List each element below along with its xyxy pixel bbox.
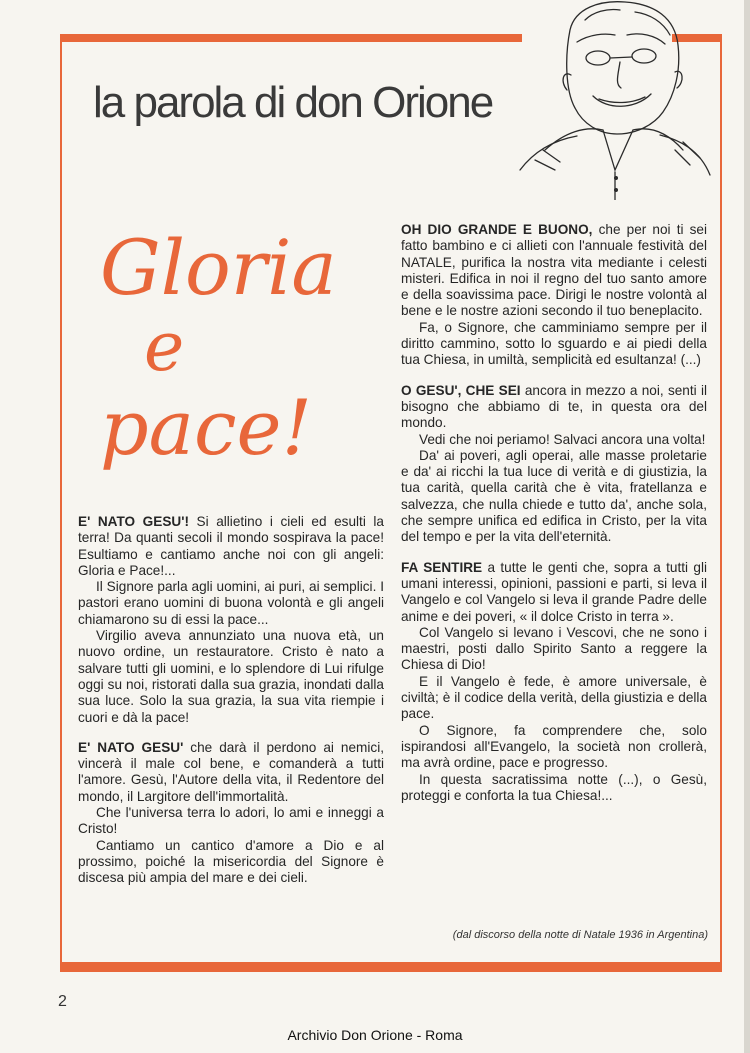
paragraph: E' NATO GESU' che darà il perdono ai nemici, vincerà il male col bene, e comanderà a tutti l'amore. Gesù, l'Autore della vita, il Redentore del mondo, il Largitore dell'immortalità.	[78, 739, 384, 804]
archive-caption: Archivio Don Orione - Roma	[287, 1027, 463, 1043]
frame-left-line	[60, 42, 62, 964]
title-line-3: pace!	[100, 383, 313, 472]
paragraph: FA SENTIRE a tutte le genti che, sopra a tutti gli umani interessi, opinioni, passioni e parti, si leva il Vangelo e col Vangelo si leva il grande Padre delle anime e dei poveri, « il dolce Cristo in terra ».	[401, 559, 707, 624]
lead-phrase: E' NATO GESU'!	[78, 514, 189, 529]
paragraph: Col Vangelo si levano i Vescovi, che ne sono i maestri, posti dallo Spirito Santo a reggere la Chiesa di Dio!	[401, 624, 707, 673]
page-number: 2	[58, 993, 67, 1010]
paragraph: E il Vangelo è fede, è amore universale, è civiltà; è il codice della verità, della giustizia e della pace.	[401, 673, 707, 722]
title-line-1: Gloria	[100, 223, 337, 312]
bottom-rule	[60, 962, 722, 972]
paragraph: Fa, o Signore, che camminiamo sempre per il diritto cammino, sotto lo sguardo e ai piedi della tua Chiesa, in umiltà, semplicità ed esultanza! (...)	[401, 319, 707, 368]
paragraph: Da' ai poveri, agli operai, alle masse proletarie e da' ai ricchi la tua luce di verità e di giustizia, la tua carità, quella carità che è vita, fratellanza e salvezza, che nulla chiede e tutto da', anche sola, che sempre unifica ed edifica in Cristo, per la vita del tempo e per la vita dell'eternità.	[401, 447, 707, 545]
frame-right-line	[720, 42, 722, 964]
paragraph: E' NATO GESU'! Si allietino i cieli ed esulti la terra! Da quanti secoli il mondo sospirava la pace! Esultiamo e cantiamo anche noi con gli angeli: Gloria e Pace!...	[78, 514, 384, 578]
paragraph: Il Signore parla agli uomini, ai puri, ai semplici. I pastori erano uomini di buona volontà e gli angeli chiamarono su di essi la pace...	[78, 579, 384, 627]
lead-phrase: O GESU', CHE SEI	[401, 382, 521, 398]
paragraph: Che l'universa terra lo adori, lo ami e inneggi a Cristo!	[78, 805, 384, 837]
left-column	[78, 514, 384, 887]
lead-phrase: OH DIO GRANDE E BUONO,	[401, 222, 593, 237]
paragraph: OH DIO GRANDE E BUONO, che per noi ti sei fatto bambino e ci allieti con l'annuale festività del NATALE, purifica la nostra vita mediante i celesti misteri. Edifica in noi il regno del tuo santo amore e della soavissima pace. Dirigi le nostre volontà al bene e le nostre azioni secondo il tuo beneplacito.	[401, 222, 708, 319]
paragraph: O GESU', CHE SEI ancora in mezzo a noi, senti il bisogno che abbiamo di te, in questa ora del mondo.	[401, 382, 707, 431]
paragraph: In questa sacratissima notte (...), o Gesù, proteggi e conforta la tua Chiesa!...	[401, 771, 707, 803]
lead-phrase: E' NATO GESU'	[78, 739, 184, 755]
paragraph: Cantiamo un cantico d'amore a Dio e al prossimo, poiché la misericordia del Signore è discesa più ampia del mare e dei cieli.	[78, 837, 384, 886]
masthead-title: la parola di don Orione	[93, 78, 493, 127]
right-column	[401, 222, 707, 804]
portrait-sketch	[515, 0, 715, 200]
source-note: (dal discorso della notte di Natale 1936 in Argentina)	[452, 929, 708, 941]
paragraph: Vedi che noi periamo! Salvaci ancora una volta!	[419, 431, 706, 447]
feature-title	[100, 223, 337, 472]
paragraph: Virgilio aveva annunziato una nuova età, un nuovo ordine, un restauratore. Cristo è nato a salvare tutti gli uomini, e lo splendore di Lui rifulge oggi su noi, ristorati dalla sua grazia, inondati dalla sua luce. Solo la sua grazia, la sua vita riempie i cuori e dà la pace!	[78, 628, 384, 725]
paragraph: O Signore, fa comprendere che, solo ispirandosi all'Evangelo, la società non crollerà, ma avrà ordine, pace e progresso.	[401, 722, 707, 771]
top-rule-left	[60, 34, 522, 42]
page-edge	[744, 0, 750, 1053]
lead-phrase: FA SENTIRE	[401, 559, 483, 575]
title-line-2: e	[144, 308, 185, 387]
